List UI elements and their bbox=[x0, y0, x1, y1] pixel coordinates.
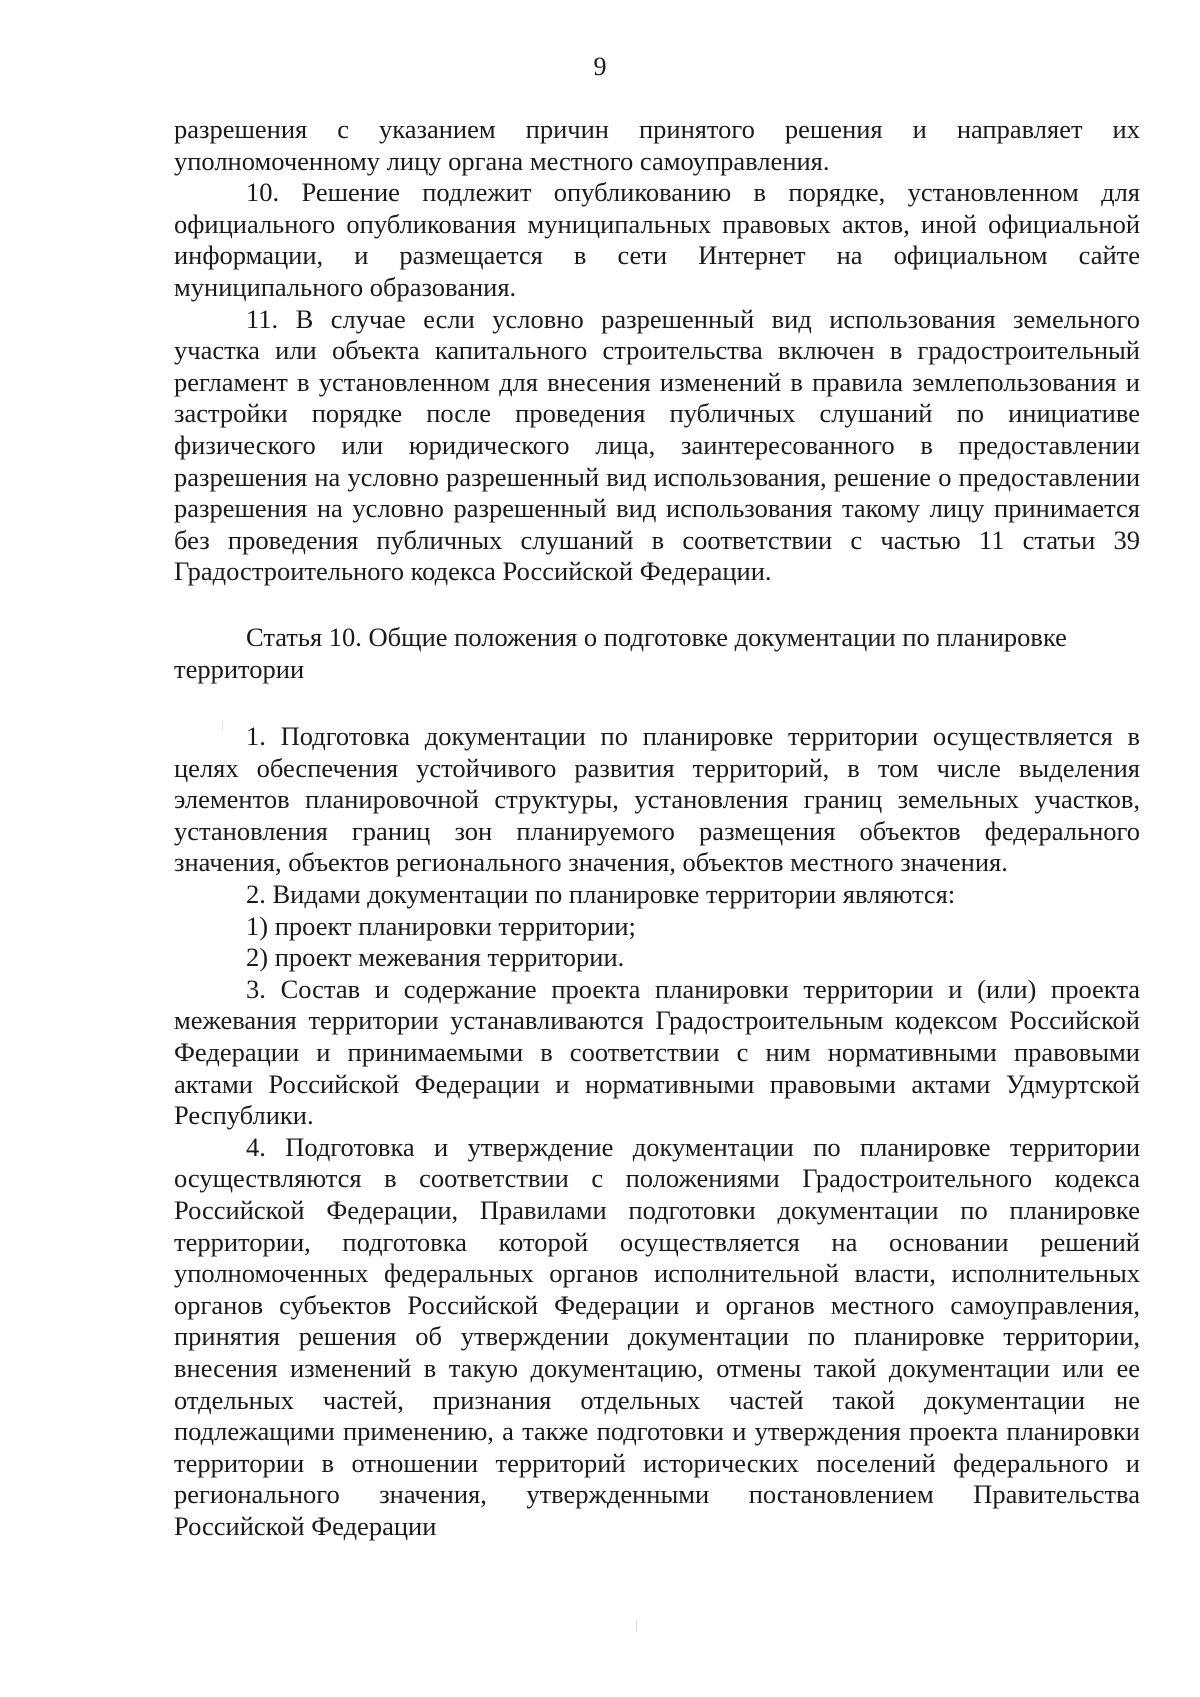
article-heading: Статья 10. Общие положения о подготовке документации по планировке территории bbox=[174, 621, 1067, 684]
article-paragraph-1: 1. Подготовка документации по планировке территории осуществляется в целях обеспечения устойчивого развития территорий, в том числе выделения элементов планировочной структуры, установления границ земельных участков, установления границ зон планируемого размещения объектов федерального значения, объектов регионального значения, объектов местного значения. bbox=[174, 721, 1140, 878]
article-list-item-1: 1) проект планировки территории; bbox=[246, 910, 636, 941]
article-paragraph-2: 2. Видами документации по планировке территории являются: bbox=[246, 879, 956, 910]
scan-artifact bbox=[222, 720, 223, 730]
spacer bbox=[174, 685, 1140, 721]
article-list-item-2: 2) проект межевания территории. bbox=[246, 942, 625, 973]
article-paragraph-4: 4. Подготовка и утверждение документации по планировке территории осуществляются в соответствии с положениями Градостроительного кодекса Российской Федерации, Правилами подготовки документации по планировке территории, подготовка которой осуществляется на основании решений уполномоченных федеральных органов исполнительной власти, исполнительных органов субъектов Российской Федерации и органов местного самоуправления, принятия решения об утверждении документации по планировке территории, внесения изменений в такую документацию, отмены такой документации или ее отдельных частей, признания отдельных частей такой документации не подлежащими применению, а также подготовки и утверждения проекта планировки территории в отношении территорий исторических поселений федерального и регионального значения, утвержденными постановлением Правительства Российской Федерации bbox=[174, 1131, 1140, 1541]
article-paragraph-3: 3. Состав и содержание проекта планировки территории и (или) проекта межевания территории устанавливаются Градостроительным кодексом Российской Федерации и принимаемыми в соответствии с ним нормативными правовыми актами Российской Федерации и нормативными правовыми актами Удмуртской Республики. bbox=[174, 973, 1140, 1131]
spacer bbox=[174, 588, 1140, 622]
scan-artifact bbox=[636, 1620, 637, 1632]
paragraph-item-10: 10. Решение подлежит опубликованию в порядке, установленном для официального опубликования муниципальных правовых актов, иной официальной информации, и размещается в сети Интернет на официальном сайте муниципального образования. bbox=[174, 177, 1140, 302]
page-number: 9 bbox=[593, 52, 607, 81]
document-body bbox=[174, 114, 1140, 1543]
paragraph-item-11: 11. В случае если условно разрешенный вид использования земельного участка или объекта капитального строительства включен в градостроительный регламент в установленном для внесения изменений в правила землепользования и застройки порядке после проведения публичных слушаний по инициативе физического или юридического лица, заинтересованного в предоставлении разрешения на условно разрешенный вид использования, решение о предоставлении разрешения на условно разрешенный вид использования такому лицу принимается без проведения публичных слушаний в соответствии с частью 11 статьи 39 Градостроительного кодекса Российской Федерации. bbox=[174, 303, 1140, 587]
paragraph-continuation: разрешения с указанием причин принятого решения и направляет их уполномоченному лицу органа местного самоуправления. bbox=[174, 114, 1140, 176]
